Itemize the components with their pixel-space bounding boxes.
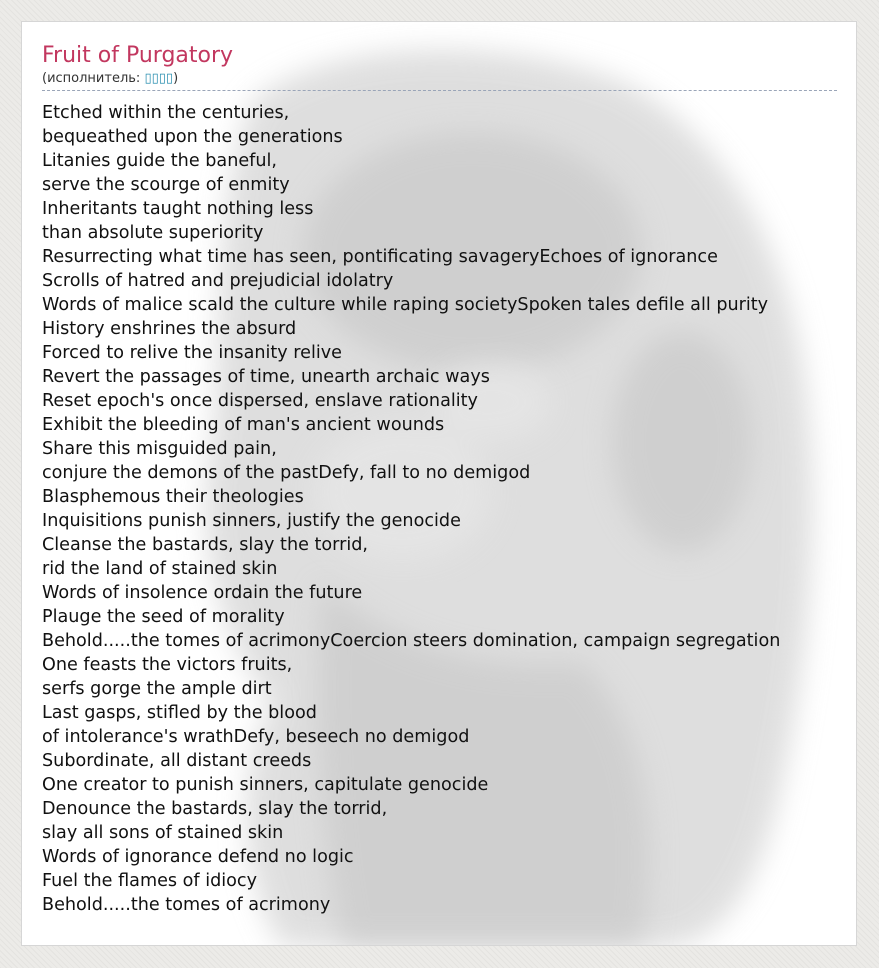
lyric-line: History enshrines the absurd — [42, 319, 297, 339]
lyric-line: Behold.....the tomes of acrimony — [42, 895, 331, 915]
lyric-line: Exhibit the bleeding of man's ancient wounds — [42, 415, 445, 435]
performer-prefix: (исполнитель: — [42, 71, 145, 86]
lyric-line: Inheritants taught nothing less — [42, 199, 314, 219]
lyric-line: Behold.....the tomes of acrimonyCoercion steers domination, campaign segregation — [42, 631, 781, 651]
lyric-line: Etched within the centuries, — [42, 103, 290, 123]
lyric-line: Scrolls of hatred and prejudicial idolatry — [42, 271, 394, 291]
lyric-line: serfs gorge the ample dirt — [42, 679, 272, 699]
lyric-line: Litanies guide the baneful, — [42, 151, 277, 171]
lyric-line: Denounce the bastards, slay the torrid, — [42, 799, 388, 819]
lyric-line: Reset epoch's once dispersed, enslave rationality — [42, 391, 478, 411]
performer-suffix: ) — [173, 71, 179, 86]
lyric-line: serve the scourge of enmity — [42, 175, 290, 195]
lyric-line: Plauge the seed of morality — [42, 607, 285, 627]
lyric-line: Revert the passages of time, unearth archaic ways — [42, 367, 490, 387]
performer-byline — [42, 70, 857, 88]
lyric-line: Blasphemous their theologies — [42, 487, 304, 507]
lyric-line: conjure the demons of the pastDefy, fall to no demigod — [42, 463, 531, 483]
lyric-line: One feasts the victors fruits, — [42, 655, 293, 675]
lyric-line: slay all sons of stained skin — [42, 823, 284, 843]
lyric-line: of intolerance's wrathDefy, beseech no demigod — [42, 727, 470, 747]
lyric-line: Words of ignorance defend no logic — [42, 847, 354, 867]
lyric-line: Words of insolence ordain the future — [42, 583, 363, 603]
lyrics-card — [21, 21, 857, 946]
lyrics-body — [42, 101, 857, 917]
lyric-line: bequeathed upon the generations — [42, 127, 343, 147]
song-title: Fruit of Purgatory — [42, 43, 234, 68]
lyric-line: rid the land of stained skin — [42, 559, 278, 579]
lyric-line: Fuel the flames of idiocy — [42, 871, 258, 891]
lyric-line: One creator to punish sinners, capitulate genocide — [42, 775, 489, 795]
lyric-line: Cleanse the bastards, slay the torrid, — [42, 535, 368, 555]
lyric-line: Last gasps, stifled by the blood — [42, 703, 317, 723]
lyric-line: Forced to relive the insanity relive — [42, 343, 342, 363]
lyric-line: Share this misguided pain, — [42, 439, 277, 459]
lyric-line: Resurrecting what time has seen, pontificating savageryEchoes of ignorance — [42, 247, 718, 267]
lyric-line: than absolute superiority — [42, 223, 264, 243]
song-content — [42, 42, 857, 917]
lyric-line: Words of malice scald the culture while raping societySpoken tales defile all purity — [42, 295, 769, 315]
performer-link[interactable]: ▯▯▯▯ — [144, 71, 174, 86]
lyric-line: Inquisitions punish sinners, justify the genocide — [42, 511, 461, 531]
lyric-line: Subordinate, all distant creeds — [42, 751, 312, 771]
title-divider — [42, 90, 837, 91]
